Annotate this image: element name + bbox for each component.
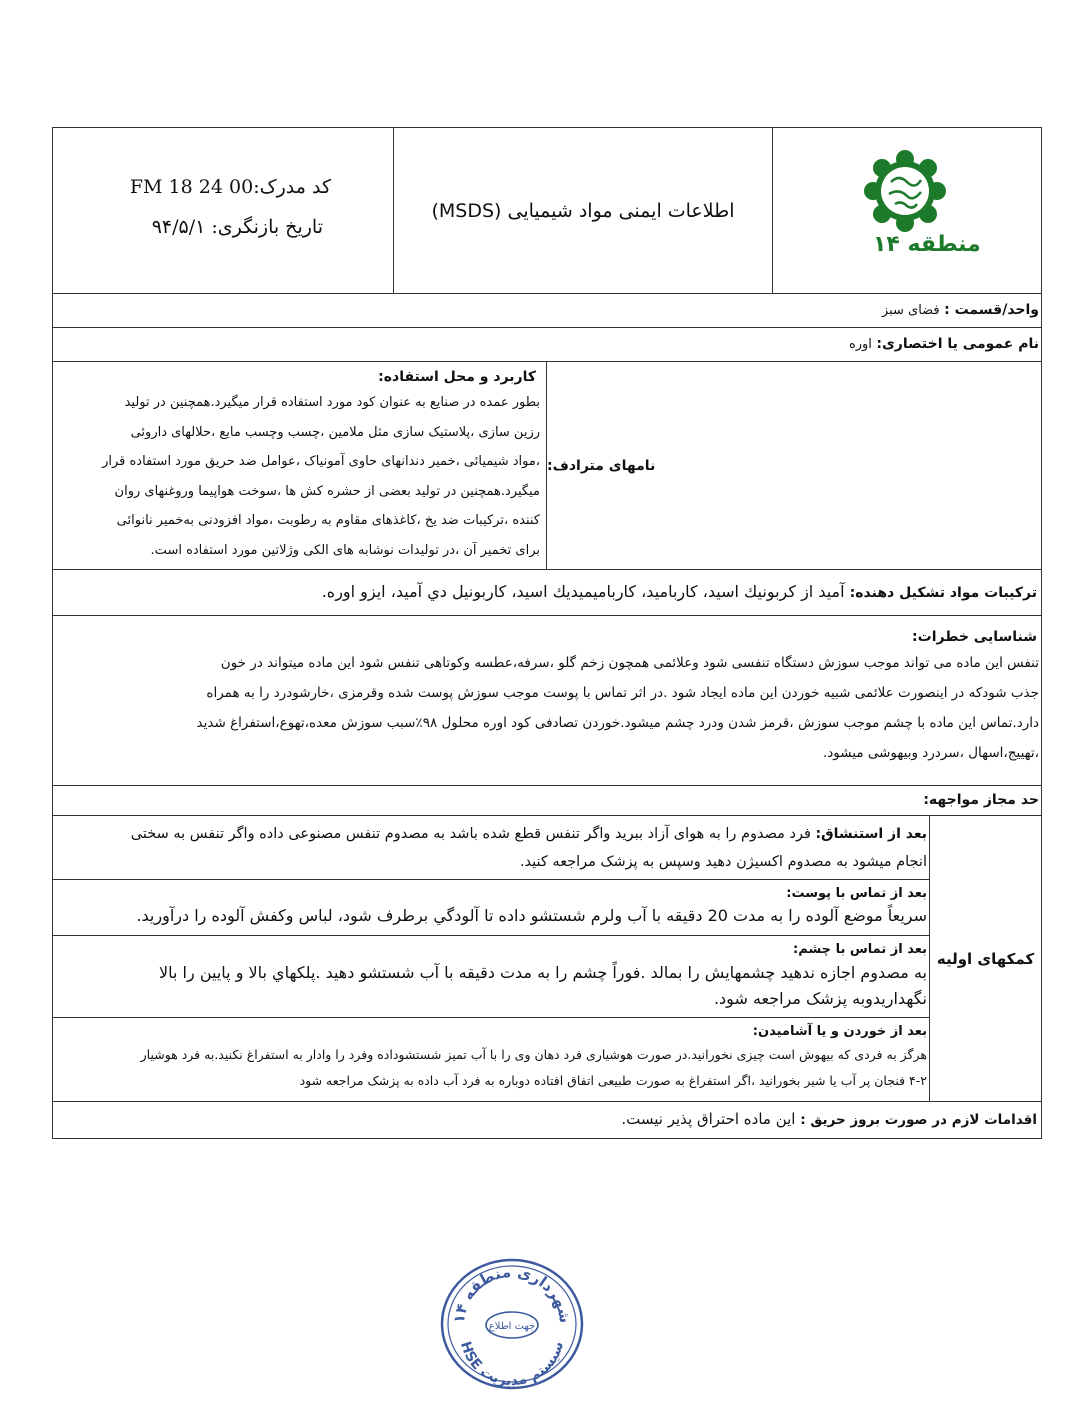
hazards-line: دارد.تماس این ماده با چشم موجب سوزش ،قرمز شدن ودرد چشم میشود.خوردن تصادفی کود اوره محلول ۹۸٪سبب سوزش معده،تهوع،استفراغ شدید (196, 715, 1039, 731)
svg-text:شهرداری منطقه ۱۴ (450, 1263, 574, 1325)
ingestion-text-continued: ۴-۲ فنجان پر آب یا شیر بخورانید ،اگر استفراغ به صورت طبیعی اتفاق افتاده دوباره به فرد آب داده به پزشک مراجعه شود (299, 1073, 927, 1088)
stamp-middle-text: جهت اطلاع (488, 1321, 536, 1332)
hazards-line: جذب شودکه در اینصورت علائمی شبیه خوردن این ماده ایجاد شود .در اثر تماس با پوست موجب سوزش پوست شده وقرمزی ،خارشودرد را به همراه (206, 685, 1039, 701)
hazards-row (53, 616, 1041, 786)
usage-line: رزین سازی ،پلاستیک سازی مثل ملامین ،چسب وچسب مایع ،حلالهای داروئی (130, 424, 540, 440)
fire-value: این ماده احتراق پذیر نیست. (621, 1110, 796, 1128)
first-aid-eye (53, 936, 929, 1018)
stamp-top-text: شهرداری منطقه ۱۴ (449, 1262, 575, 1325)
first-aid-row (53, 816, 1041, 1102)
municipality-logo-icon (855, 148, 955, 234)
first-aid-cell (930, 816, 1041, 1101)
form-header (53, 128, 1041, 294)
eye-text: به مصدوم اجازه ندهید چشمهایش را بمالد .فوراً چشم را به مدت دقیقه با آب شستشو دهید .پلکهاي بالا و پایین را بالا (159, 963, 927, 982)
skin-text: سریعاً موضع آلوده را به مدت 20 دقیقه با آب ولرم شستشو داده تا آلودگي برطرف شود، لباس وکفش آلوده را درآورید. (136, 906, 927, 925)
skin-label: بعد از تماس با پوست: (786, 886, 927, 901)
first-aid-label: کمکهای اولیه (936, 949, 1035, 968)
composition-row (53, 570, 1041, 616)
usage-synonyms-row (53, 362, 1041, 570)
common-name-label: نام عمومی یا اختصاری: (876, 336, 1039, 352)
composition-label: ترکیبات مواد تشکیل دهنده: (849, 585, 1037, 601)
document-code: کد مدرک:00 24 FM 18 (129, 176, 331, 198)
first-aid-ingestion (53, 1018, 929, 1102)
common-name-value: اوره (848, 337, 872, 352)
stamp-bottom-text: سیستم مدیریت HSE (456, 1339, 568, 1390)
inhalation-text-continued: انجام میشود به مصدوم اکسیژن دهید وسپس به پزشک مراجعه کنید. (519, 854, 927, 870)
msds-form (52, 127, 1042, 1139)
synonyms-label: نامهای مترادف: (547, 457, 656, 474)
fire-row (53, 1102, 1041, 1138)
first-aid-skin (53, 880, 929, 936)
fire-label: اقدامات لازم در صورت بروز حریق : (800, 1112, 1037, 1128)
hse-stamp (438, 1255, 586, 1393)
title-cell (394, 128, 773, 293)
hazards-line: تنفس این ماده می تواند موجب سوزش دستگاه تنفسی شود وعلائمی همچون زخم گلو ،سرفه،عطسه وکوتاهی تنفس شود این ماده میتواند در خون (220, 655, 1039, 671)
logo-cell (773, 128, 1041, 293)
exposure-limit-row (53, 786, 1041, 816)
hazards-label: شناسایی خطرات: (912, 629, 1037, 645)
ingestion-text: هرگز به فردی که بیهوش است چیزی نخورانید.در صورت هوشیاری فرد دهان وی را با آب تمیز شستشوداده وفرد را وادار به استفراغ نکنید.به فرد هوشیار (140, 1047, 927, 1062)
usage-line: ،مواد شیمیائی ،خمیر دندانهای حاوی آمونیاک ،عوامل ضد حریق مورد استفاده قرار (102, 454, 540, 469)
revision-date: تاریخ بازنگری: ۹۴/۵/۱ (151, 216, 323, 238)
unit-value: فضای سبز (881, 303, 940, 318)
document-title: اطلاعات ایمنی مواد شیمیایی (MSDS) (431, 199, 735, 222)
usage-cell (53, 362, 547, 569)
svg-text:سیستم مدیریت HSE (457, 1339, 567, 1389)
usage-line: میگیرد.همچنین در تولید بعضی از حشره کش ها ،سوخت هواپیما وروغنهای روان (114, 483, 540, 499)
inhalation-text: فرد مصدوم را به هوای آزاد ببرید واگر تنفس قطع شده باشد به مصدوم تنفس مصنوعی داده واگر تنفس به سختی (130, 826, 811, 842)
eye-text-continued: نگهداریدوبه پزشک مراجعه شود. (713, 989, 927, 1008)
first-aid-inhalation (53, 816, 929, 880)
common-name-row (53, 328, 1041, 362)
region-label: منطقه ۱۴ (873, 232, 981, 257)
composition-value: آمید از کربونیك اسید، کاربامید، کاربامیمیدیك اسید، کاربونیل دي آمید، ایزو اوره. (321, 582, 845, 601)
unit-row (53, 294, 1041, 328)
usage-line: بطور عمده در صنایع به عنوان کود مورد استفاده قرار میگیرد.همچنین در تولید (124, 395, 540, 410)
hazards-line: ،تهییج،اسهال ،سردرد وبیهوشی میشود. (822, 745, 1039, 761)
eye-label: بعد از تماس با چشم: (793, 942, 927, 957)
usage-line: کننده ،ترکیبات ضد یخ ،کاغذهای مقاوم به رطوبت ،مواد افزودنی به‌خمیر نانوائی (116, 513, 540, 528)
unit-label: واحد/قسمت : (944, 302, 1039, 318)
synonyms-cell (547, 362, 1041, 569)
exposure-limit-label: حد مجاز مواجهه: (923, 792, 1039, 808)
usage-line: برای تخمیر آن ،در تولیدات نوشابه های الکی وژلاتین مورد استفاده است. (150, 542, 540, 558)
inhalation-label: بعد از استنشاق: (815, 826, 927, 842)
document-info-cell (53, 128, 394, 293)
ingestion-label: بعد از خوردن و یا آشامیدن: (752, 1024, 927, 1039)
first-aid-list (53, 816, 930, 1101)
usage-label: کاربرد و محل استفاده: (378, 369, 536, 385)
